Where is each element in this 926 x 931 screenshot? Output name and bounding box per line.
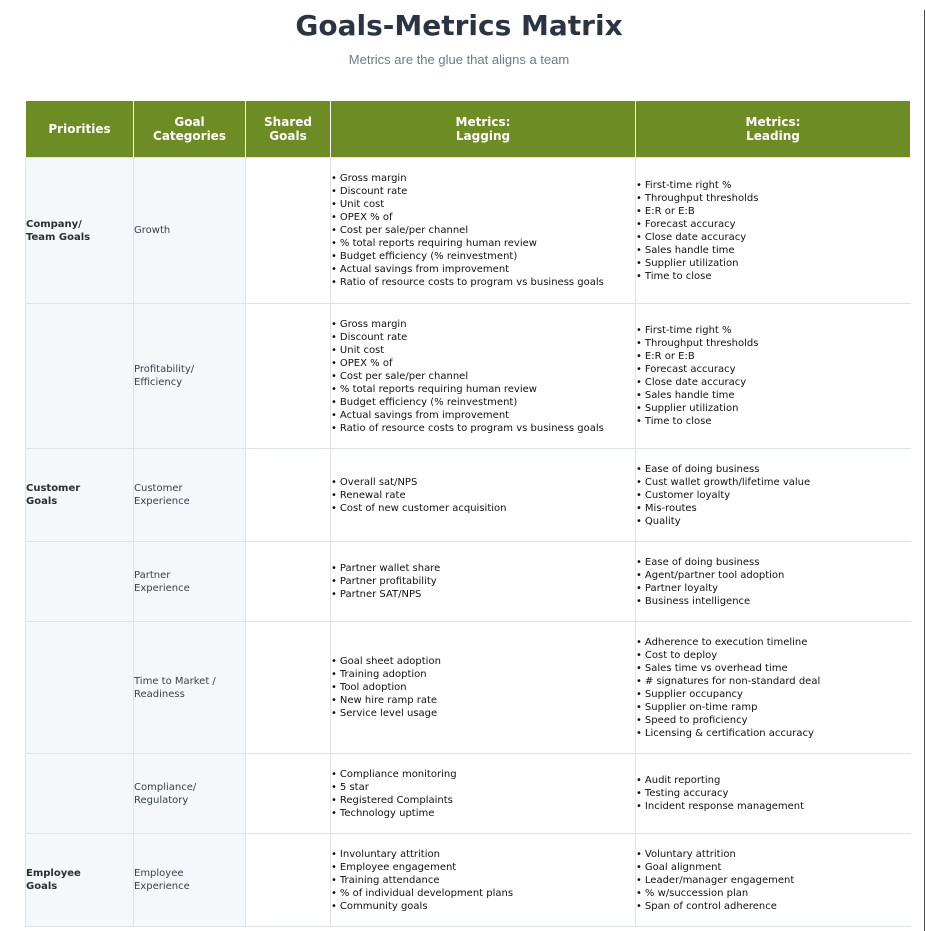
priority-label-line: Company/ [26,218,82,230]
lagging-metric-item: • % total reports requiring human review [331,383,635,396]
table-row [26,304,911,449]
table-body [26,158,911,927]
lagging-metric-item: • Registered Complaints [331,794,635,807]
leading-metric-item: • Cost to deploy [636,649,911,662]
leading-metric-item: • Supplier occupancy [636,688,911,701]
priority-cell [26,449,134,542]
leading-metric-item: • Span of control adherence [636,900,911,913]
header-shared-goals [246,101,331,158]
goal-category-cell [134,304,246,449]
lagging-metric-item: • Service level usage [331,707,635,720]
priority-label-line: Customer [26,483,81,494]
header-metrics-leading [636,101,911,158]
lagging-metric-item: • 5 star [331,781,635,794]
leading-metric-item: • Supplier utilization [636,402,911,415]
leading-metrics-cell [636,754,911,834]
lagging-metric-item: • Goal sheet adoption [331,655,635,668]
header-metrics-lagging [331,101,636,158]
lagging-metric-item: • Ratio of resource costs to program vs business goals [331,422,635,435]
goal-category-label-line: Partner [134,569,171,581]
leading-metric-item: • Quality [636,515,911,528]
leading-metric-item: • First-time right % [636,179,911,192]
leading-metric-item: • Incident response management [636,800,911,813]
header-metrics-leading-line2: Leading [746,129,800,143]
shared-goals-cell [246,304,331,449]
leading-metric-item: • Leader/manager engagement [636,874,911,887]
page-subtitle: Metrics are the glue that aligns a team [348,52,570,67]
leading-metrics-cell [636,834,911,927]
leading-metric-item: • Supplier utilization [636,257,911,270]
page-edge-divider [924,10,925,931]
page-title: Goals-Metrics Matrix [295,9,623,42]
header-priorities [26,101,134,158]
leading-metric-item: • Cust wallet growth/lifetime value [636,476,911,489]
leading-metric-item: • # signatures for non-standard deal [636,675,911,688]
lagging-metric-item: • Tool adoption [331,681,635,694]
goal-category-label-line: Growth [134,225,171,236]
lagging-metric-item: • New hire ramp rate [331,694,635,707]
leading-metric-item: • Forecast accuracy [636,218,911,231]
lagging-metrics-cell [331,542,636,622]
goal-category-cell [134,834,246,927]
lagging-metric-item: • Training adoption [331,668,635,681]
leading-metric-item: • Goal alignment [636,861,911,874]
leading-metric-item: • Speed to proficiency [636,714,911,727]
lagging-metric-item: • OPEX % of [331,357,635,370]
lagging-metric-item: • Partner SAT/NPS [331,588,635,601]
lagging-metrics-cell [331,834,636,927]
table-row [26,158,911,304]
goals-metrics-table [25,101,911,927]
goal-category-label-line: Regulatory [134,794,189,806]
lagging-metric-item: • Discount rate [331,185,635,198]
lagging-metrics-cell [331,449,636,542]
leading-metrics-list [636,179,911,283]
lagging-metric-item: • Ratio of resource costs to program vs business goals [331,276,635,289]
lagging-metrics-list [331,768,635,820]
table-row [26,754,911,834]
goal-category-label-line: Compliance/ [134,781,197,793]
priority-cell [26,542,134,622]
leading-metric-item: • Audit reporting [636,774,911,787]
leading-metric-item: • E:R or E:B [636,205,911,218]
leading-metric-item: • Close date accuracy [636,231,911,244]
lagging-metrics-cell [331,622,636,754]
priority-label-line: Employee [26,868,81,879]
lagging-metric-item: • % total reports requiring human review [331,237,635,250]
priority-label-line: Team Goals [26,231,91,243]
lagging-metrics-list [331,318,635,435]
leading-metric-item: • Throughput thresholds [636,337,911,350]
goal-category-label-line: Experience [134,881,190,892]
priority-cell [26,622,134,754]
priority-cell [26,754,134,834]
leading-metrics-list [636,848,911,913]
shared-goals-cell [246,158,331,304]
shared-goals-cell [246,542,331,622]
leading-metric-item: • Business intelligence [636,595,911,608]
lagging-metrics-list [331,848,635,913]
leading-metric-item: • Agent/partner tool adoption [636,569,911,582]
lagging-metric-item: • Cost of new customer acquisition [331,502,635,515]
header-goal-categories-line2: Categories [153,129,226,143]
lagging-metric-item: • Renewal rate [331,489,635,502]
leading-metric-item: • Time to close [636,270,911,283]
leading-metric-item: • Testing accuracy [636,787,911,800]
priority-label-line: Goals [26,496,58,507]
lagging-metric-item: • Training attendance [331,874,635,887]
leading-metric-item: • Sales handle time [636,389,911,402]
leading-metric-item: • % w/succession plan [636,887,911,900]
priority-cell [26,158,134,304]
leading-metrics-cell [636,304,911,449]
header-shared-goals-line2: Goals [269,129,307,143]
header-priorities-label: Priorities [48,122,111,136]
lagging-metric-item: • Discount rate [331,331,635,344]
lagging-metric-item: • Compliance monitoring [331,768,635,781]
lagging-metric-item: • Partner wallet share [331,562,635,575]
shared-goals-cell [246,449,331,542]
table-row [26,449,911,542]
header-shared-goals-line1: Shared [264,115,312,129]
priority-label-line: Goals [26,881,58,892]
leading-metric-item: • E:R or E:B [636,350,911,363]
lagging-metric-item: • Cost per sale/per channel [331,224,635,237]
lagging-metric-item: • Overall sat/NPS [331,476,635,489]
leading-metrics-list [636,556,911,608]
leading-metric-item: • Forecast accuracy [636,363,911,376]
goal-category-cell [134,754,246,834]
leading-metric-item: • Mis-routes [636,502,911,515]
leading-metric-item: • First-time right % [636,324,911,337]
lagging-metric-item: • Budget efficiency (% reinvestment) [331,396,635,409]
lagging-metric-item: • Involuntary attrition [331,848,635,861]
lagging-metric-item: • % of individual development plans [331,887,635,900]
header-goal-categories-line1: Goal [174,115,205,129]
lagging-metric-item: • Actual savings from improvement [331,263,635,276]
goal-category-label-line: Readiness [134,688,185,700]
goal-category-cell [134,542,246,622]
leading-metric-item: • Ease of doing business [636,463,911,476]
header-metrics-leading-line1: Metrics: [745,115,801,129]
leading-metric-item: • Adherence to execution timeline [636,636,911,649]
lagging-metric-item: • Gross margin [331,318,635,331]
lagging-metric-item: • Partner profitability [331,575,635,588]
leading-metrics-cell [636,542,911,622]
lagging-metrics-cell [331,304,636,449]
leading-metric-item: • Sales handle time [636,244,911,257]
table-row [26,834,911,927]
goal-category-label-line: Profitability/ [134,364,195,375]
lagging-metric-item: • Employee engagement [331,861,635,874]
header-row [26,101,911,158]
goal-category-cell [134,449,246,542]
lagging-metric-item: • Community goals [331,900,635,913]
lagging-metrics-cell [331,158,636,304]
goal-category-cell [134,158,246,304]
leading-metrics-list [636,324,911,428]
leading-metrics-list [636,774,911,813]
leading-metrics-list [636,463,911,528]
priority-cell [26,304,134,449]
table-row [26,622,911,754]
shared-goals-cell [246,754,331,834]
lagging-metric-item: • Technology uptime [331,807,635,820]
leading-metric-item: • Licensing & certification accuracy [636,727,911,740]
leading-metric-item: • Ease of doing business [636,556,911,569]
leading-metrics-cell [636,622,911,754]
leading-metric-item: • Supplier on-time ramp [636,701,911,714]
goal-category-label-line: Experience [134,496,190,507]
lagging-metric-item: • Cost per sale/per channel [331,370,635,383]
shared-goals-cell [246,622,331,754]
leading-metric-item: • Sales time vs overhead time [636,662,911,675]
goal-category-label-line: Time to Market / [134,675,216,687]
lagging-metrics-list [331,172,635,289]
lagging-metrics-list [331,476,635,515]
lagging-metric-item: • Actual savings from improvement [331,409,635,422]
shared-goals-cell [246,834,331,927]
header-metrics-lagging-line1: Metrics: [455,115,511,129]
header-metrics-lagging-line2: Lagging [455,129,511,143]
goal-category-label-line: Employee [134,868,184,879]
goal-category-label-line: Customer [134,483,183,494]
priority-cell [26,834,134,927]
leading-metric-item: • Throughput thresholds [636,192,911,205]
lagging-metrics-list [331,562,635,601]
lagging-metric-item: • Gross margin [331,172,635,185]
goal-category-label-line: Efficiency [134,377,183,388]
leading-metric-item: • Time to close [636,415,911,428]
leading-metric-item: • Close date accuracy [636,376,911,389]
leading-metrics-cell [636,449,911,542]
leading-metric-item: • Partner loyalty [636,582,911,595]
goal-category-cell [134,622,246,754]
lagging-metrics-list [331,655,635,720]
leading-metrics-list [636,636,911,740]
lagging-metric-item: • Unit cost [331,344,635,357]
goal-category-label-line: Experience [134,582,190,594]
leading-metrics-cell [636,158,911,304]
lagging-metric-item: • OPEX % of [331,211,635,224]
lagging-metric-item: • Budget efficiency (% reinvestment) [331,250,635,263]
table-row [26,542,911,622]
leading-metric-item: • Voluntary attrition [636,848,911,861]
leading-metric-item: • Customer loyalty [636,489,911,502]
lagging-metric-item: • Unit cost [331,198,635,211]
lagging-metrics-cell [331,754,636,834]
header-goal-categories [134,101,246,158]
